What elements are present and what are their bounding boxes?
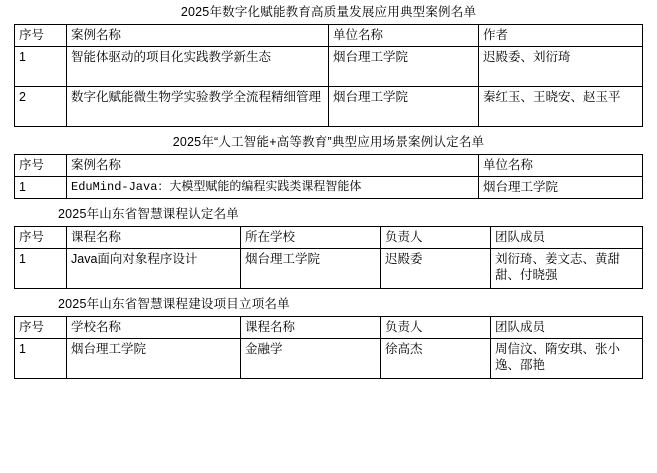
section-1-table [14,24,643,127]
cell-case-name: 数字化赋能微生物学实验教学全流程精细管理 [67,87,329,127]
cell-course-name: Java面向对象程序设计 [67,249,241,289]
column-header: 单位名称 [329,25,479,47]
cell-unit-name: 烟台理工学院 [479,177,643,199]
cell-course-name: 金融学 [241,339,381,379]
table-header-row [15,227,643,249]
cell-unit-name: 烟台理工学院 [329,87,479,127]
table-row [15,249,643,289]
cell-school: 烟台理工学院 [241,249,381,289]
cell-leader: 徐高杰 [381,339,491,379]
column-header: 案例名称 [67,25,329,47]
table-header-row [15,317,643,339]
table-row [15,47,643,87]
column-header: 课程名称 [67,227,241,249]
table-row [15,339,643,379]
table-header-row [15,155,643,177]
table-header-row [15,25,643,47]
cell-case-name: 智能体驱动的项目化实践教学新生态 [67,47,329,87]
column-header: 课程名称 [241,317,381,339]
column-header: 序号 [15,155,67,177]
column-header: 所在学校 [241,227,381,249]
section-1-caption: 2025年数字化赋能教育高质量发展应用典型案例名单 [180,5,477,19]
cell-unit-name: 烟台理工学院 [329,47,479,87]
cell-authors: 秦红玉、王晓安、赵玉平 [479,87,643,127]
table-row [15,177,643,199]
cell-index: 1 [15,177,67,199]
column-header: 序号 [15,317,67,339]
cell-case-name: EduMind-Java：大模型赋能的编程实践类课程智能体 [67,177,479,199]
cell-team-members: 周信汶、隋安琪、张小逸、邵艳 [491,339,643,379]
column-header: 作者 [479,25,643,47]
column-header: 单位名称 [479,155,643,177]
cell-index: 1 [15,249,67,289]
section-4-caption: 2025年山东省智慧课程建设项目立项名单 [58,297,290,311]
cell-index: 1 [15,47,67,87]
cell-leader: 迟殿委 [381,249,491,289]
cell-school: 烟台理工学院 [67,339,241,379]
column-header: 学校名称 [67,317,241,339]
column-header: 负责人 [381,317,491,339]
column-header: 团队成员 [491,227,643,249]
cell-authors: 迟殿委、刘衍琦 [479,47,643,87]
cell-index: 2 [15,87,67,127]
section-3-caption: 2025年山东省智慧课程认定名单 [58,207,240,221]
column-header: 团队成员 [491,317,643,339]
section-3-table [14,226,643,289]
section-4-table [14,316,643,379]
column-header: 序号 [15,227,67,249]
section-2-table [14,154,643,199]
column-header: 案例名称 [67,155,479,177]
cell-index: 1 [15,339,67,379]
section-2-caption: 2025年“人工智能+高等教育”典型应用场景案例认定名单 [172,135,485,149]
column-header: 负责人 [381,227,491,249]
column-header: 序号 [15,25,67,47]
table-row [15,87,643,127]
cell-team-members: 刘衍琦、姜文志、黄甜甜、付晓强 [491,249,643,289]
